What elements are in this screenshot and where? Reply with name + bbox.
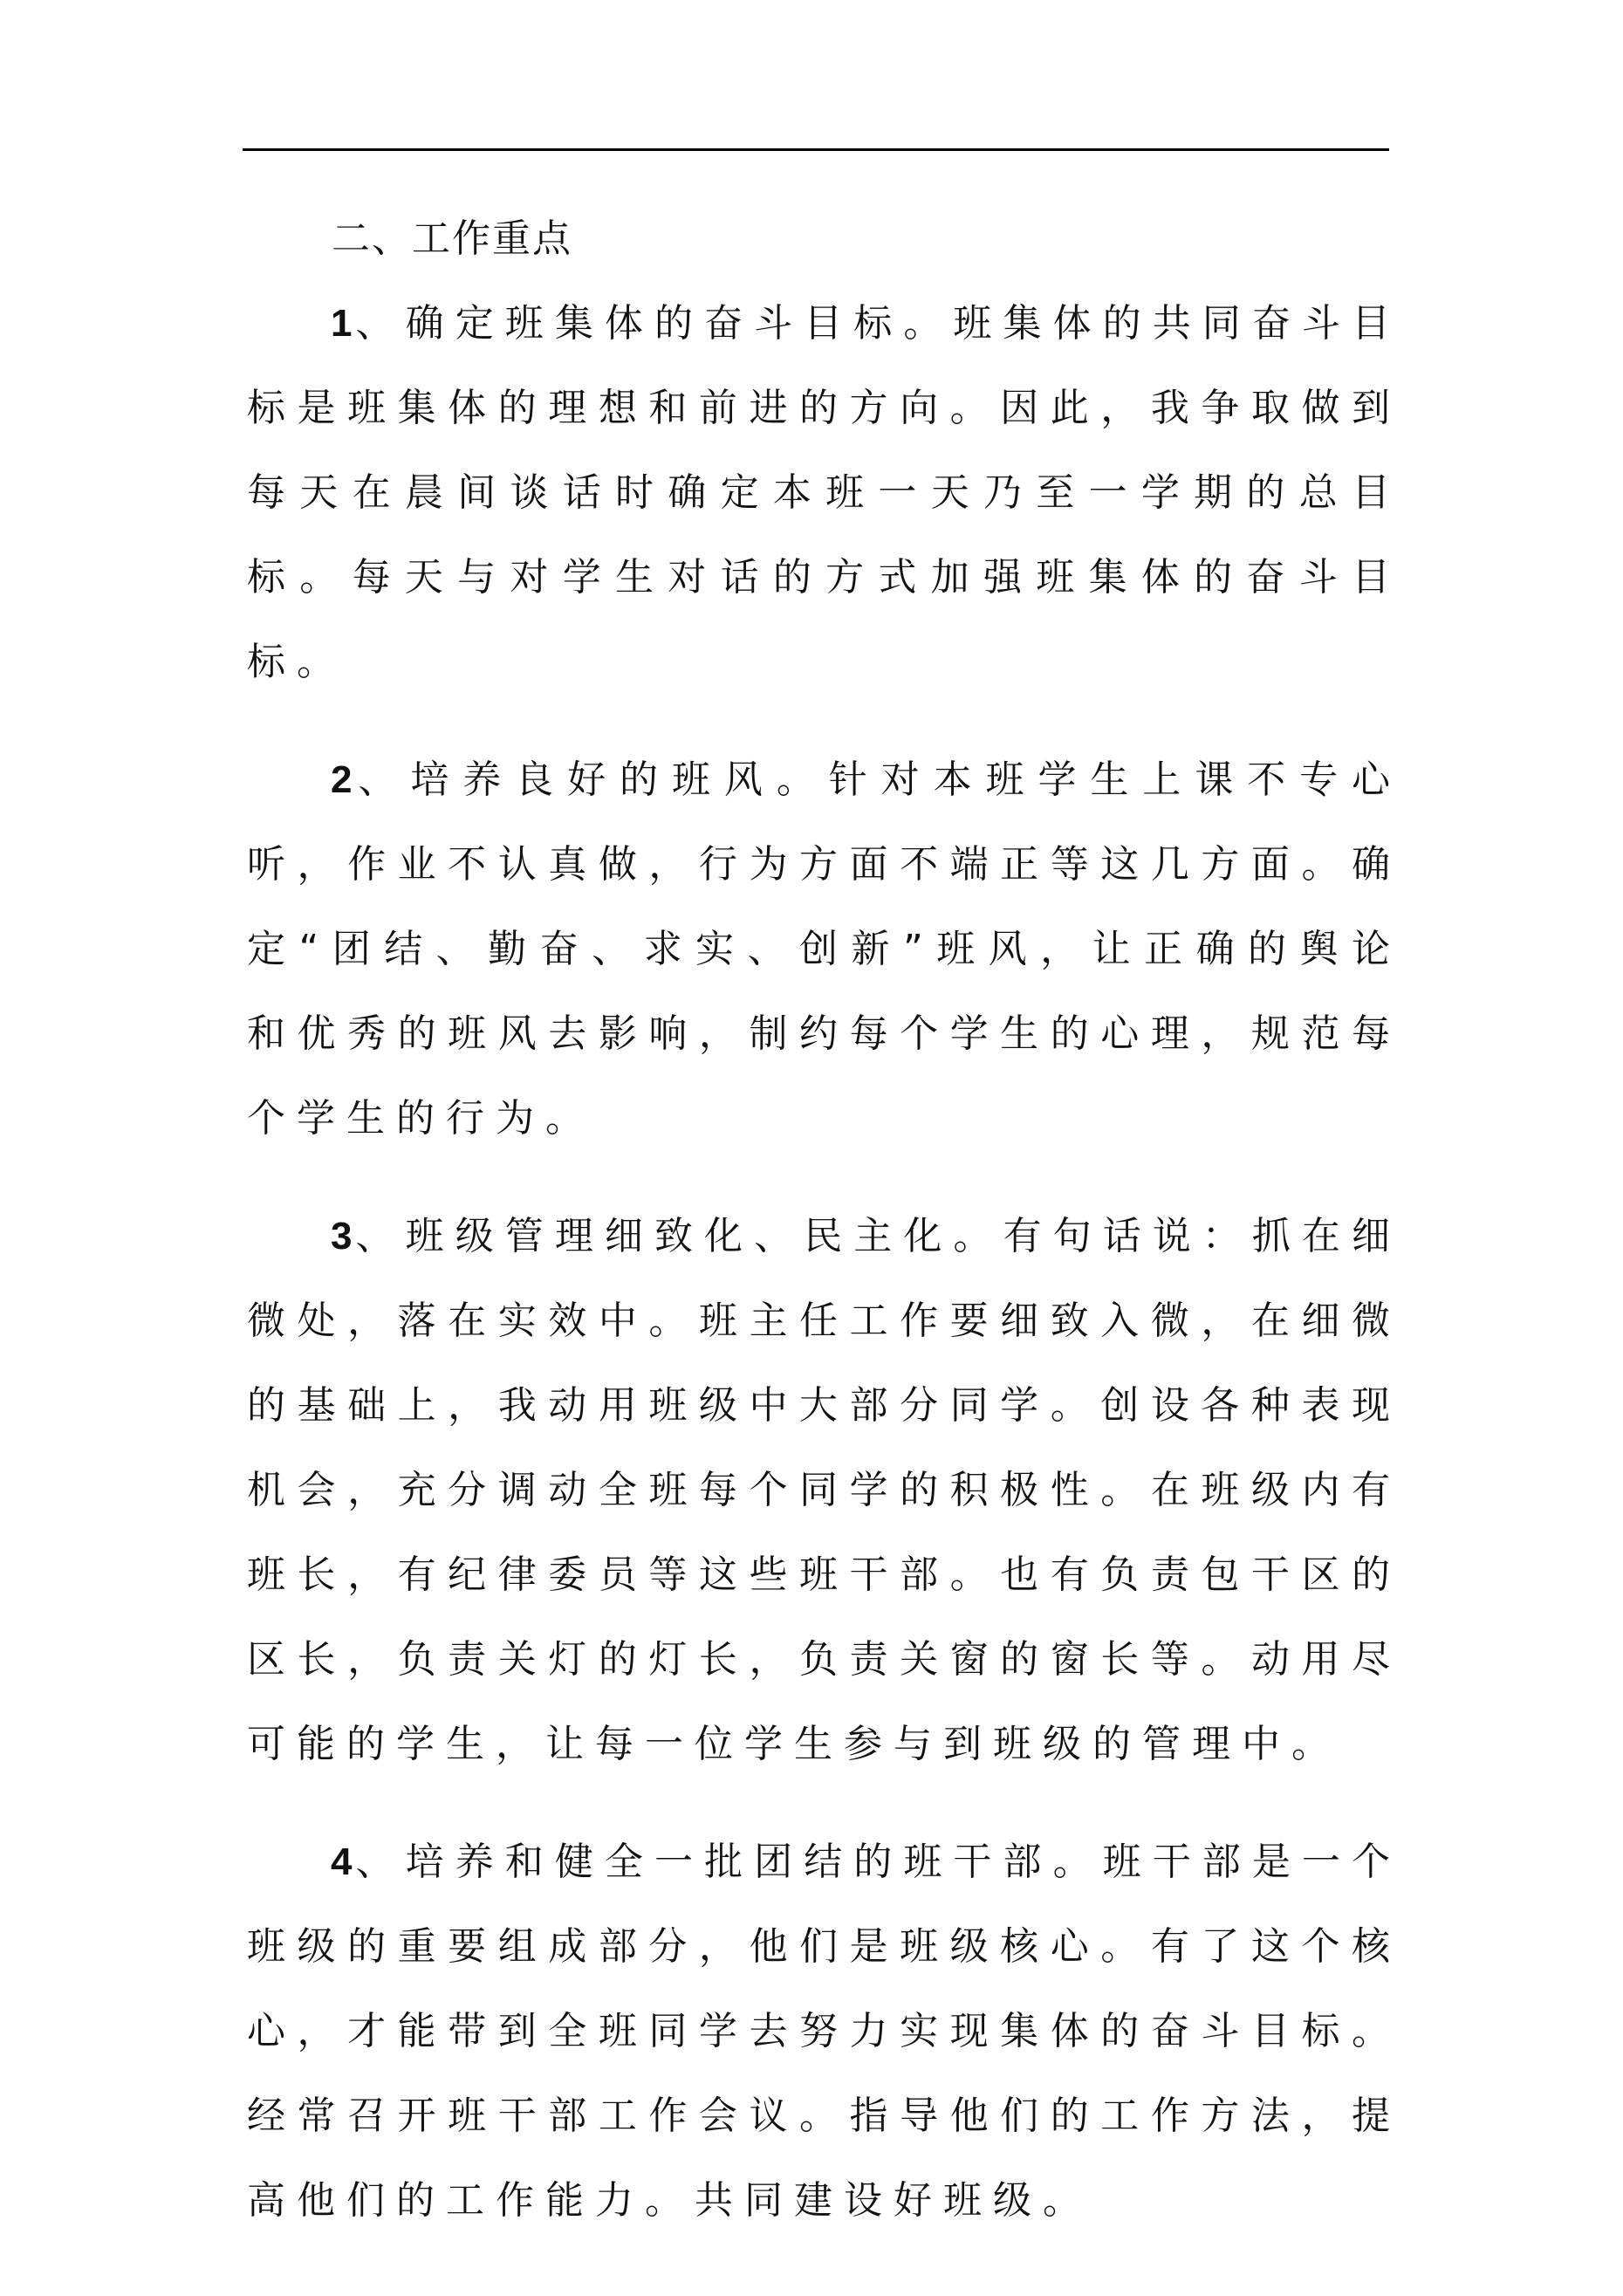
header-rule: [243, 148, 1389, 151]
paragraph-text: 、确定班集体的奋斗目标。班集体的共同奋斗目标是班集体的理想和前进的方向。因此，我争取做到每天在晨间谈话时确定本班一天乃至一学期的总目标。每天与对学生对话的方式加强班集体的奋斗目标。: [247, 301, 1401, 684]
paragraph-text: 、培养良好的班风。针对本班学生上课不专心听，作业不认真做，行为方面不端正等这几方面。确定“团结、勤奋、求实、创新”班风，让正确的舆论和优秀的班风去影响，制约每个学生的心理，规范每个学生的行为。: [247, 757, 1401, 1141]
paragraph-4: [247, 1820, 1401, 2243]
document-body: [247, 196, 1401, 2243]
paragraph-number: 3: [331, 1215, 356, 1258]
paragraph-text: 、培养和健全一批团结的班干部。班干部是一个班级的重要组成部分，他们是班级核心。有了这个核心，才能带到全班同学去努力实现集体的奋斗目标。经常召开班干部工作会议。指导他们的工作方法，提高他们的工作能力。共同建设好班级。: [247, 1840, 1401, 2223]
paragraph-number: 4: [331, 1840, 356, 1883]
paragraph-3: [247, 1194, 1401, 1786]
paragraph-1: [247, 281, 1401, 704]
paragraph-number: 2: [331, 758, 356, 801]
paragraph-2: [247, 737, 1401, 1161]
paragraph-text: 、班级管理细致化、民主化。有句话说：抓在细微处，落在实效中。班主任工作要细致入微，在细微的基础上，我动用班级中大部分同学。创设各种表现机会，充分调动全班每个同学的积极性。在班级内有班长，有纪律委员等这些班干部。也有负责包干区的区长，负责关灯的灯长，负责关窗的窗长等。动用尽可能的学生，让每一位学生参与到班级的管理中。: [247, 1214, 1401, 1766]
section-title: 二、工作重点: [332, 216, 572, 261]
paragraph-number: 1: [331, 302, 356, 345]
